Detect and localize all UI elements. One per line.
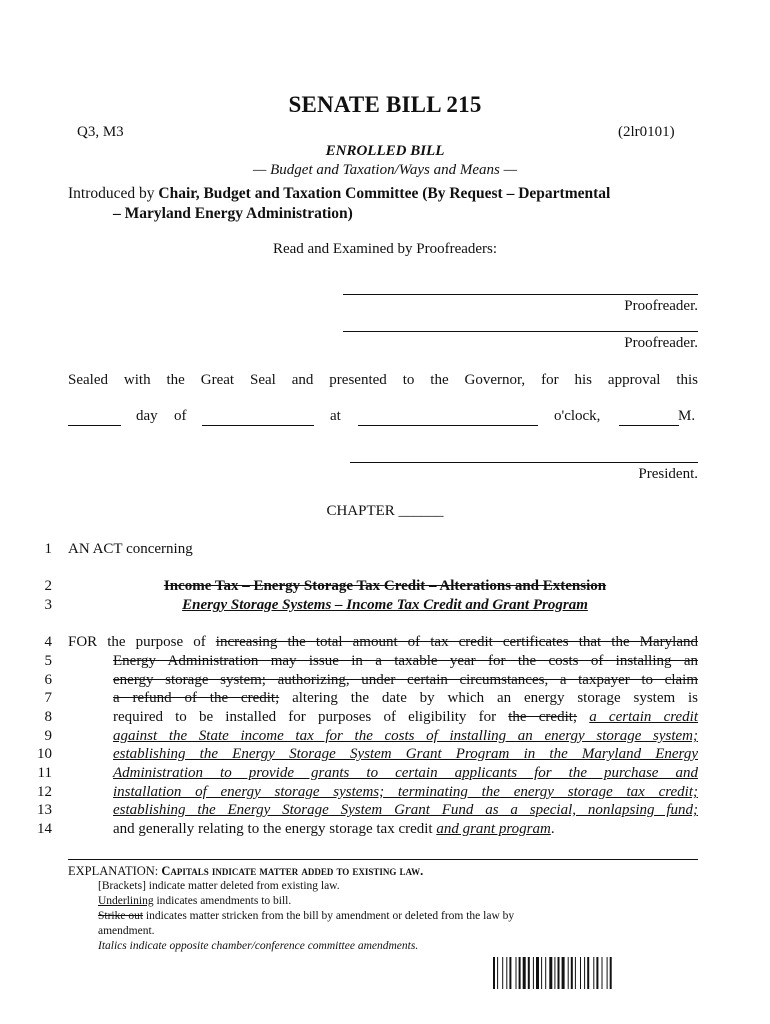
line-number: 3 <box>44 597 52 613</box>
proofreader-signature-line-1 <box>343 294 698 295</box>
chapter-label: CHAPTER ______ <box>326 503 444 519</box>
line-number: 5 <box>44 653 52 669</box>
struck-text: energy storage system; authorizing, under certain circumstances, a taxpayer to claim <box>113 672 698 688</box>
line-number: 10 <box>37 746 52 762</box>
purpose-line-14 <box>113 821 555 838</box>
introduced-by <box>68 184 700 224</box>
sponsor-line-1: Chair, Budget and Taxation Committee (By Request – Departmental <box>158 185 611 202</box>
strike-word: Strike out <box>98 910 144 922</box>
subject-codes: Q3, M3 <box>77 124 124 140</box>
plain-text: and generally relating to the energy storage tax credit <box>113 821 437 837</box>
proofreader-label-2: Proofreader. <box>624 335 698 351</box>
amendment-text: Administration to provide grants to certain applicants for the purchase and <box>113 765 698 781</box>
explanation-italics: Italics indicate opposite chamber/conference committee amendments. <box>98 940 419 952</box>
strike-rest: indicates matter stricken from the bill by amendment or deleted from the law by <box>143 910 515 922</box>
amendment-text: establishing the Energy Storage System Grant Fund as a special, nonlapsing fund; <box>113 802 698 818</box>
amendment-text: establishing the Energy Storage System Grant Program in the Maryland Energy <box>113 746 698 762</box>
amendment-text: against the State income tax for the costs of installing an energy storage system; <box>113 728 698 744</box>
ampm-blank <box>619 425 679 426</box>
old-title <box>0 578 770 595</box>
plain-text: altering the date by which an energy storage system is <box>279 690 698 706</box>
act-concerning: AN ACT concerning <box>68 541 193 557</box>
enrolled-label: ENROLLED BILL <box>325 143 445 159</box>
explanation-brackets: [Brackets] indicate matter deleted from existing law. <box>98 880 340 892</box>
sealed-statement: Sealed with the Great Seal and presented to the Governor, for his approval this <box>68 372 698 388</box>
at-label: at <box>330 408 341 424</box>
bill-title: SENATE BILL 215 <box>288 92 482 117</box>
struck-text: increasing the total amount of tax credit certificates that the Maryland <box>215 634 698 650</box>
old-title-text: Income Tax – Energy Storage Tax Credit – Alterations and Extension <box>163 578 607 594</box>
explanation-caps: Capitals indicate matter added to existing law. <box>161 864 424 878</box>
of-label: of <box>174 408 187 424</box>
line-number: 7 <box>44 690 52 706</box>
line-number: 1 <box>44 541 52 557</box>
president-label: President. <box>638 466 698 482</box>
struck-text: Energy Administration may issue in a taxable year for the costs of installing an <box>113 653 698 669</box>
struck-text: the credit; <box>508 709 578 725</box>
purpose-line-9 <box>113 728 698 745</box>
committees: — Budget and Taxation/Ways and Means — <box>253 162 517 178</box>
m-label: M. <box>678 408 696 424</box>
purpose-line-4 <box>68 634 698 651</box>
amendment-text: a certain credit <box>589 709 699 725</box>
amendment-text: and grant program <box>436 821 551 837</box>
new-title <box>0 597 770 614</box>
sponsor-line-2: – Maryland Energy Administration) <box>113 205 353 222</box>
struck-text: a refund of the credit; <box>113 690 280 706</box>
explanation-label: EXPLANATION: <box>68 864 162 878</box>
explanation-divider <box>68 859 698 860</box>
introduced-prefix: Introduced by <box>68 185 159 202</box>
new-title-text: Energy Storage Systems – Income Tax Credit and Grant Program <box>182 597 588 613</box>
plain-text: required to be installed for purposes of eligibility for <box>113 709 509 725</box>
purpose-line-10 <box>113 746 698 763</box>
line-number: 12 <box>37 784 52 800</box>
strike-rest-2: amendment. <box>98 925 155 937</box>
purpose-line-11 <box>113 765 698 782</box>
day-blank <box>68 425 121 426</box>
line-number: 2 <box>44 578 52 594</box>
explanation-caps-line <box>68 864 688 879</box>
line-number: 11 <box>37 765 52 781</box>
line-number: 8 <box>44 709 52 725</box>
underlining-rest: indicates amendments to bill. <box>153 895 292 907</box>
purpose-plain: FOR the purpose of <box>68 634 216 650</box>
proofreader-label-1: Proofreader. <box>624 298 698 314</box>
purpose-line-5 <box>113 653 698 670</box>
explanation-underlining <box>68 894 688 909</box>
barcode-icon <box>493 957 681 989</box>
oclock-label: o'clock, <box>554 408 601 424</box>
line-number: 9 <box>44 728 52 744</box>
purpose-line-12 <box>113 784 698 801</box>
line-number: 6 <box>44 672 52 688</box>
proofreader-signature-line-2 <box>343 331 698 332</box>
line-number: 14 <box>37 821 52 837</box>
line-number: 13 <box>37 802 52 818</box>
period: . <box>550 821 555 837</box>
purpose-line-7 <box>113 690 698 707</box>
president-signature-line <box>350 462 698 463</box>
purpose-line-8 <box>113 709 698 726</box>
amendment-text: installation of energy storage systems; terminating the energy storage tax credit; <box>113 784 698 800</box>
explanation-strike <box>68 909 688 924</box>
proofreaders-heading: Read and Examined by Proofreaders: <box>272 241 498 257</box>
day-label: day <box>136 408 158 424</box>
draft-number: (2lr0101) <box>618 124 675 140</box>
time-blank <box>358 425 538 426</box>
purpose-line-6 <box>113 672 698 689</box>
purpose-line-13 <box>113 802 698 819</box>
explanation-block <box>68 864 688 954</box>
line-number: 4 <box>44 634 52 650</box>
underlining-word: Underlining <box>98 895 154 907</box>
month-blank <box>202 425 314 426</box>
